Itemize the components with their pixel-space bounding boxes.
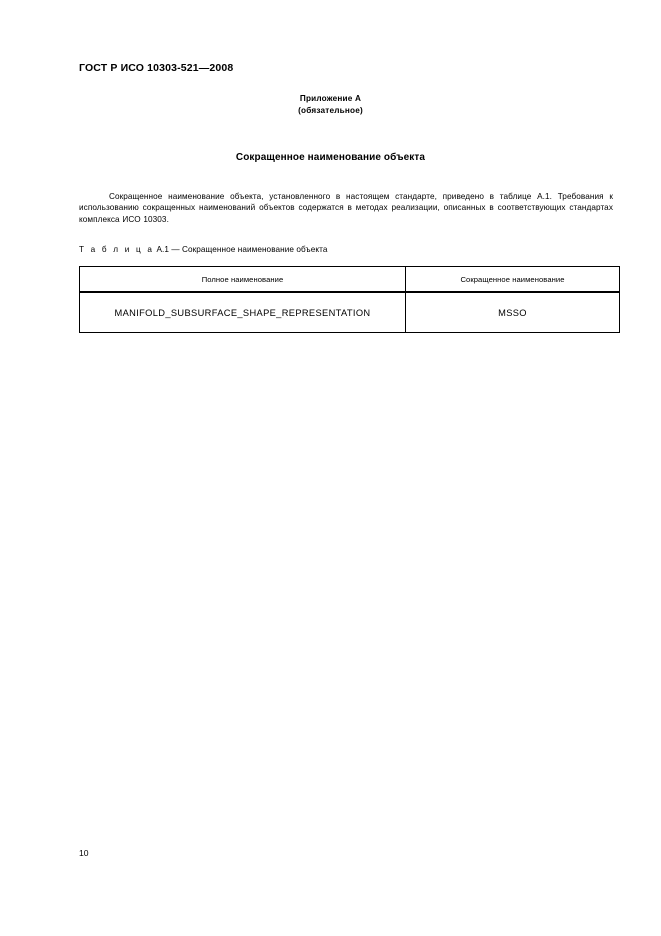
table-caption-title: Сокращенное наименование объекта <box>181 245 328 254</box>
page-number: 10 <box>79 848 89 858</box>
page-title: Сокращенное наименование объекта <box>235 152 426 163</box>
annex-title: Приложение А <box>299 94 362 103</box>
table-header-row <box>80 267 620 293</box>
body-paragraph: Сокращенное наименование объекта, установленного в настоящем стандарте, приведено в таблице А.1. Требования к использованию сокращенных наименований объектов содержатся в методах реализации, описанных в соответствующих стандартах комплекса ИСО 10303. <box>79 192 613 224</box>
table-caption-label: Т а б л и ц а <box>79 245 155 254</box>
annex-status: (обязательное) <box>298 106 363 115</box>
table-caption-number: А.1 <box>156 245 169 254</box>
table-caption <box>79 245 328 254</box>
cell-full-name: MANIFOLD_SUBSURFACE_SHAPE_REPRESENTATION <box>80 292 406 333</box>
table-row <box>80 292 620 333</box>
abbreviation-table <box>79 266 620 333</box>
cell-short-name: MSSO <box>406 292 620 333</box>
standard-header: ГОСТ Р ИСО 10303-521—2008 <box>79 62 234 74</box>
table-caption-dash: — <box>171 245 180 254</box>
column-header-short-name: Сокращенное наименование <box>406 267 620 293</box>
column-header-full-name: Полное наименование <box>80 267 406 293</box>
annex-block <box>0 93 661 117</box>
